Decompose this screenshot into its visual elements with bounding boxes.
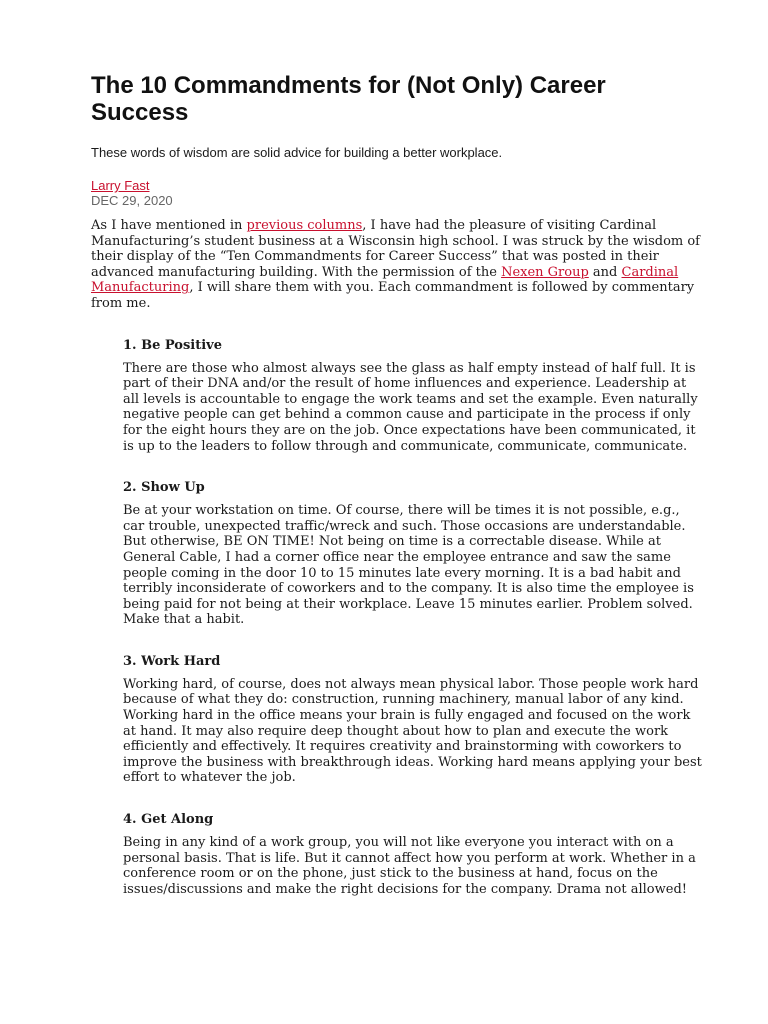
cardinal-manufacturing-link[interactable]: Cardinal Manufacturing bbox=[91, 264, 679, 296]
intro-text: and bbox=[588, 264, 622, 280]
commandment-heading: 1. Be Positive bbox=[123, 337, 223, 353]
commandment-heading: 2. Show Up bbox=[123, 480, 205, 496]
article-title: The 10 Commandments for (Not Only) Career Success bbox=[91, 72, 606, 126]
commandment-body: Being in any kind of a work group, you will not like everyone you interact with on a personal basis. That is life. But it cannot affect how you perform at work. Whether in a conference room or on the phone, just stick to the business at hand, focus on the issues/discussions and make the right decisions for the company. Drama not allowed! bbox=[123, 835, 696, 897]
commandments-list bbox=[123, 338, 703, 898]
commandment-item bbox=[123, 812, 703, 897]
commandment-body: Be at your workstation on time. Of course, there will be times it is not possible, e.g., car trouble, unexpected traffic/wreck and such. Those occasions are understandable. But otherwise, BE ON TIME! Not being on time is a correctable disease. While at General Cable, I had a corner office near the employee entrance and saw the same people coming in the door 10 to 15 minutes late every morning. It is a bad habit and terribly inconsiderate of coworkers and to the company. It is also time the employee is being paid for not being at their workplace. Leave 15 minutes earlier. Problem solved. Make that a habit. bbox=[123, 503, 694, 628]
article bbox=[91, 72, 703, 923]
intro-text: , I will share them with you. Each commandment is followed by commentary from me. bbox=[91, 280, 695, 311]
commandment-body: There are those who almost always see the glass as half empty instead of half full. It is part of their DNA and/or the result of home influences and experience. Leadership at all levels is accountable to engage the work teams and set the example. Even naturally negative people can get behind a common cause and participate in the process if only for the eight hours they are on the job. Once expectations have been communicated, it is up to the leaders to follow through and communicate, communicate, communicate. bbox=[123, 360, 698, 454]
commandment-item bbox=[123, 338, 703, 455]
commandment-heading: 4. Get Along bbox=[123, 812, 214, 828]
author-link[interactable]: Larry Fast bbox=[91, 178, 150, 193]
commandment-body: Working hard, of course, does not always mean physical labor. Those people work hard because of what they do: construction, running machinery, manual labor of any kind. Working hard in the office means your brain is fully engaged and focused on the work at hand. It may also require deep thought about how to plan and execute the work efficiently and effectively. It requires creativity and brainstorming with coworkers to improve the business with breakthrough ideas. Working hard means applying your best effort to whatever the job. bbox=[123, 676, 702, 786]
byline bbox=[91, 178, 703, 208]
intro-paragraph bbox=[91, 218, 703, 312]
article-subtitle: These words of wisdom are solid advice for building a better workplace. bbox=[91, 145, 503, 160]
commandment-item bbox=[123, 480, 703, 628]
nexen-group-link[interactable]: Nexen Group bbox=[501, 264, 589, 280]
commandment-item bbox=[123, 654, 703, 786]
intro-text: , I have had the pleasure of visiting Cardinal Manufacturing’s student business at a Wisconsin high school. I was struck by the wisdom of their display of the “Ten Commandments for Career Success” that was posted in their advanced manufacturing building. With the permission of the bbox=[91, 218, 700, 280]
previous-columns-link[interactable]: previous columns bbox=[246, 218, 363, 233]
commandment-heading: 3. Work Hard bbox=[123, 653, 221, 669]
publish-date: DEC 29, 2020 bbox=[91, 193, 173, 208]
intro-text: As I have mentioned in bbox=[91, 218, 247, 233]
